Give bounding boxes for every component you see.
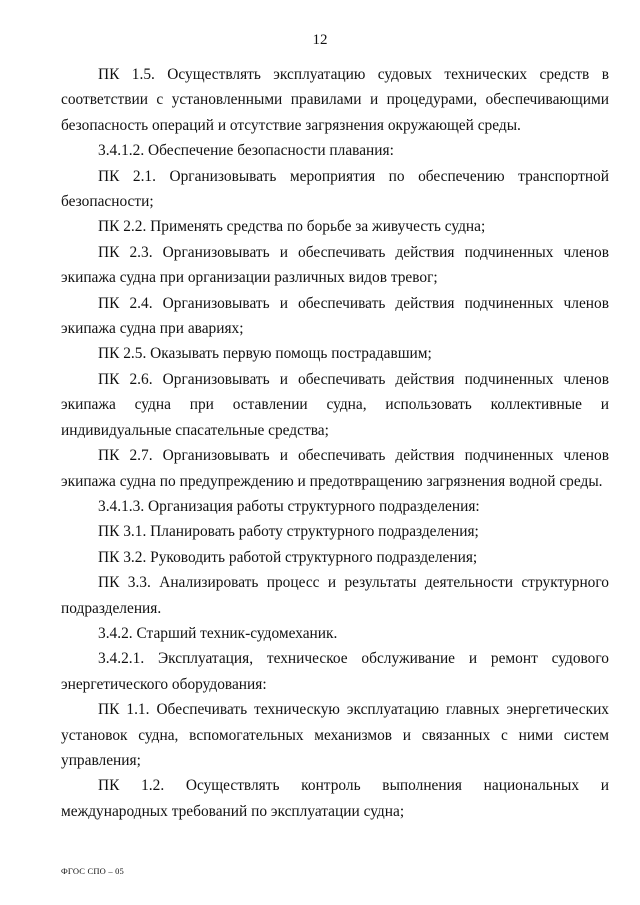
paragraph-pk-2-6: ПК 2.6. Организовывать и обеспечивать действия подчиненных членов экипажа судна при оставлении судна, использовать коллективные и индивидуальные спасательные средства;: [61, 370, 609, 439]
paragraph-pk-1-2: ПК 1.2. Осуществлять контроль выполнения национальных и международных требований по эксплуатации судна;: [61, 777, 609, 820]
paragraph-pk-2-5: ПК 2.5. Оказывать первую помощь пострадавшим;: [98, 345, 432, 363]
paragraph-pk-2-2: ПК 2.2. Применять средства по борьбе за живучесть судна;: [98, 218, 486, 236]
paragraph-pk-3-2: ПК 3.2. Руководить работой структурного подразделения;: [98, 548, 478, 566]
paragraph-pk-2-4: ПК 2.4. Организовывать и обеспечивать действия подчиненных членов экипажа судна при авариях;: [61, 294, 609, 338]
section-heading-3-4-1-3: 3.4.1.3. Организация работы структурного подразделения:: [98, 497, 480, 515]
paragraph-pk-1-1: ПК 1.1. Обеспечивать техническую эксплуатацию главных энергетических установок судна, вспомогательных механизмов и связанных с ними систем управления;: [61, 701, 609, 769]
paragraph-pk-1-5: ПК 1.5. Осуществлять эксплуатацию судовых технических средств в соответствии с установленными правилами и процедурами, обеспечивающими безопасность операций и отсутствие загрязнения окружающей среды.: [61, 66, 609, 134]
paragraph-pk-3-1: ПК 3.1. Планировать работу структурного подразделения;: [98, 523, 479, 541]
document-body: [61, 62, 609, 824]
section-heading-3-4-2: 3.4.2. Старший техник-судомеханик.: [98, 624, 338, 642]
paragraph-pk-2-1: ПК 2.1. Организовывать мероприятия по обеспечению транспортной безопасности;: [61, 167, 609, 211]
paragraph-pk-2-7: ПК 2.7. Организовывать и обеспечивать действия подчиненных членов экипажа судна по предупреждению и предотвращению загрязнения водной среды.: [61, 447, 609, 490]
paragraph-pk-2-3: ПК 2.3. Организовывать и обеспечивать действия подчиненных членов экипажа судна при организации различных видов тревог;: [61, 243, 609, 287]
page-footer: ФГОС СПО – 05: [61, 866, 125, 876]
section-heading-3-4-1-2: 3.4.1.2. Обеспечение безопасности плавания:: [98, 142, 394, 160]
page-number: 12: [312, 32, 328, 48]
section-heading-3-4-2-1: 3.4.2.1. Эксплуатация, техническое обслуживание и ремонт судового энергетического оборудования:: [61, 650, 609, 693]
paragraph-pk-3-3: ПК 3.3. Анализировать процесс и результаты деятельности структурного подразделения.: [61, 574, 609, 617]
